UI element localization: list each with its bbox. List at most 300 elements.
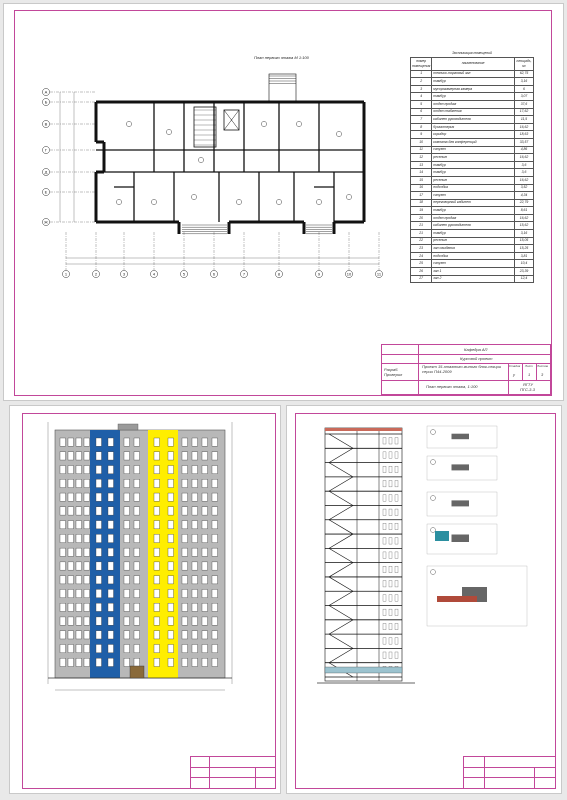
window [192, 589, 198, 597]
window [202, 534, 208, 542]
window [182, 658, 188, 666]
window [96, 507, 102, 515]
row-name: ресепшн [432, 237, 515, 245]
row-area: 6 [515, 85, 534, 93]
explication-row [411, 131, 534, 139]
stair-flight [329, 520, 353, 534]
row-area: 3,16 [515, 230, 534, 238]
window [202, 452, 208, 460]
window [124, 658, 130, 666]
row-name: технико-торговый зал [432, 70, 515, 78]
section-window [389, 452, 392, 458]
detail-node [452, 500, 470, 506]
window [108, 521, 114, 529]
row-area: 10,4 [515, 260, 534, 268]
row-name: ресепшн [432, 176, 515, 184]
section-window [395, 509, 398, 515]
stair-flight [329, 648, 353, 662]
window [134, 507, 140, 515]
explication-header-area: площадь, м² [515, 57, 534, 70]
room-marker [191, 194, 196, 199]
window [60, 562, 66, 570]
window [212, 589, 218, 597]
section-window [383, 609, 386, 615]
stair-flight [329, 591, 353, 605]
explication-row [411, 192, 534, 200]
window [84, 493, 90, 501]
section-outline [325, 428, 402, 681]
window [134, 617, 140, 625]
window [202, 479, 208, 487]
window [60, 452, 66, 460]
window [108, 576, 114, 584]
row-name: переговорный кабинет [432, 199, 515, 207]
axis-number: 8 [277, 271, 281, 277]
porch [269, 74, 296, 102]
window [124, 644, 130, 652]
window [202, 631, 208, 639]
section-window [395, 623, 398, 629]
window [84, 631, 90, 639]
section-window [389, 609, 392, 615]
window [134, 562, 140, 570]
section-window [383, 595, 386, 601]
window [202, 603, 208, 611]
facade-drawing [10, 406, 280, 793]
window [96, 562, 102, 570]
window [60, 603, 66, 611]
window [108, 438, 114, 446]
window [202, 493, 208, 501]
section-window [389, 480, 392, 486]
window [168, 548, 174, 556]
window [84, 603, 90, 611]
row-name: тамбур [432, 161, 515, 169]
explication-row [411, 222, 534, 230]
row-area: 4,86 [515, 146, 534, 154]
roof-structure [118, 424, 138, 430]
title-block-work: Курсовой проект [460, 356, 493, 361]
explication-row [411, 93, 534, 101]
row-area: 22,79 [515, 199, 534, 207]
window [60, 521, 66, 529]
window [84, 562, 90, 570]
window [96, 452, 102, 460]
window [68, 576, 74, 584]
window [168, 589, 174, 597]
explication-title: Экспликация помещений [452, 50, 492, 55]
row-area: 11,5 [515, 116, 534, 124]
explication-row [411, 260, 534, 268]
row-number: 22 [411, 237, 432, 245]
window [192, 479, 198, 487]
stair-core [194, 107, 216, 147]
section-window [395, 452, 398, 458]
title-block [381, 344, 551, 395]
window [182, 452, 188, 460]
window [124, 438, 130, 446]
window [68, 562, 74, 570]
explication-row [411, 268, 534, 276]
row-name: тамбур [432, 93, 515, 101]
roof-band [325, 428, 402, 431]
room-marker [346, 194, 351, 199]
room-marker [198, 157, 203, 162]
row-name: тамбур [432, 230, 515, 238]
detail-node [452, 535, 470, 543]
window [108, 534, 114, 542]
row-area: 37,6 [515, 100, 534, 108]
window [124, 631, 130, 639]
window [60, 534, 66, 542]
stair-flight [329, 477, 353, 491]
title-block-stage-header: Стадия [509, 364, 521, 368]
window [124, 452, 130, 460]
window [202, 466, 208, 474]
section-window [383, 638, 386, 644]
row-area: 15,05 [515, 237, 534, 245]
window [96, 631, 102, 639]
window [202, 507, 208, 515]
section-window [395, 638, 398, 644]
window [124, 562, 130, 570]
row-name: отдел продаж [432, 100, 515, 108]
window [124, 576, 130, 584]
row-number: 6 [411, 108, 432, 116]
explication-table [410, 50, 534, 283]
window [76, 521, 82, 529]
section-window [395, 466, 398, 472]
row-number: 20 [411, 214, 432, 222]
window [182, 479, 188, 487]
row-name: тамбур [432, 78, 515, 86]
section-window [395, 566, 398, 572]
window [60, 658, 66, 666]
row-area: 33,57 [515, 138, 534, 146]
window [202, 589, 208, 597]
stair-flight [329, 534, 353, 548]
window [168, 562, 174, 570]
row-name: подсобка [432, 252, 515, 260]
detail-node [452, 434, 470, 440]
row-number: 10 [411, 138, 432, 146]
window [192, 548, 198, 556]
section-window [395, 595, 398, 601]
section-drawing [287, 406, 561, 793]
room-marker [236, 199, 241, 204]
window [96, 534, 102, 542]
detail-node [452, 464, 470, 470]
row-number: 18 [411, 199, 432, 207]
room-marker [296, 121, 301, 126]
title-block-role-checker: Проверил [384, 372, 403, 377]
window [68, 521, 74, 529]
window [108, 452, 114, 460]
window [76, 493, 82, 501]
row-name: ресепшн [432, 154, 515, 162]
window [212, 576, 218, 584]
stair-flight [329, 463, 353, 477]
window [192, 466, 198, 474]
window [96, 603, 102, 611]
row-number: 24 [411, 252, 432, 260]
window [202, 644, 208, 652]
section-window [383, 566, 386, 572]
window [60, 631, 66, 639]
window [108, 589, 114, 597]
section-window [389, 623, 392, 629]
window [96, 644, 102, 652]
window [96, 466, 102, 474]
window [192, 562, 198, 570]
section-window [383, 623, 386, 629]
window [68, 658, 74, 666]
row-number: 7 [411, 116, 432, 124]
room-marker [316, 199, 321, 204]
window [182, 534, 188, 542]
window [212, 493, 218, 501]
window [212, 644, 218, 652]
section-window [395, 538, 398, 544]
title-block-org: ЯГТУ [523, 382, 533, 387]
stair-flight [329, 606, 353, 620]
explication-row [411, 230, 534, 238]
window [124, 548, 130, 556]
room-marker [116, 199, 121, 204]
window [192, 603, 198, 611]
row-name: отдел продаж [432, 214, 515, 222]
window [68, 507, 74, 515]
row-area: 62,75 [515, 70, 534, 78]
section-window [389, 538, 392, 544]
axis-letter: Г [44, 147, 48, 153]
window [192, 507, 198, 515]
row-name: тамбур [432, 169, 515, 177]
room-marker [276, 199, 281, 204]
title-block-project: Проект 15-этажного жилого блок-секции серии П44-2009 [422, 364, 502, 374]
row-name: коридор [432, 131, 515, 139]
section-window [389, 652, 392, 658]
stair-flight [329, 505, 353, 519]
stair-flight [329, 548, 353, 562]
axis-letter: В [44, 121, 48, 127]
section-window [389, 509, 392, 515]
row-number: 3 [411, 85, 432, 93]
window [168, 452, 174, 460]
window [192, 452, 198, 460]
room-marker [126, 121, 131, 126]
title-block [190, 756, 276, 789]
row-name: кабинет руководителя [432, 116, 515, 124]
row-area: 17,62 [515, 108, 534, 116]
window [192, 438, 198, 446]
window [168, 644, 174, 652]
window [108, 644, 114, 652]
floor-plan-drawing [34, 62, 412, 288]
row-number: 23 [411, 245, 432, 253]
window [76, 562, 82, 570]
window [192, 493, 198, 501]
explication-row [411, 78, 534, 86]
title-block-sheet: 1 [528, 372, 531, 377]
section-window [383, 452, 386, 458]
explication-row [411, 123, 534, 131]
row-name: санузел [432, 146, 515, 154]
row-number: 13 [411, 161, 432, 169]
window [154, 466, 160, 474]
window [124, 589, 130, 597]
window [108, 466, 114, 474]
explication-row [411, 199, 534, 207]
window [182, 576, 188, 584]
axis-number: 2 [94, 271, 98, 277]
window [168, 534, 174, 542]
row-number: 25 [411, 260, 432, 268]
row-area: 15,62 [515, 222, 534, 230]
window [134, 466, 140, 474]
row-name: санузел [432, 260, 515, 268]
axis-number: 1 [64, 271, 68, 277]
stair-flight [329, 620, 353, 634]
window [108, 631, 114, 639]
window [192, 534, 198, 542]
window [76, 589, 82, 597]
window [212, 466, 218, 474]
window [68, 466, 74, 474]
explication-row [411, 184, 534, 192]
section-window [383, 552, 386, 558]
window [202, 521, 208, 529]
window [76, 644, 82, 652]
window [134, 644, 140, 652]
explication-row [411, 108, 534, 116]
window [192, 617, 198, 625]
window [154, 617, 160, 625]
window [168, 631, 174, 639]
section-window [389, 595, 392, 601]
window [134, 576, 140, 584]
window [60, 644, 66, 652]
title-block-department: Кафедра АП [464, 347, 488, 352]
window [182, 507, 188, 515]
row-number: 27 [411, 275, 432, 283]
window [154, 603, 160, 611]
axis-number: 9 [317, 271, 321, 277]
window [202, 576, 208, 584]
window [124, 466, 130, 474]
window [182, 644, 188, 652]
window [154, 452, 160, 460]
section-window [395, 552, 398, 558]
window [134, 534, 140, 542]
axis-number: 3 [122, 271, 126, 277]
row-number: 1 [411, 70, 432, 78]
section-window [389, 523, 392, 529]
row-name: кабинет руководителя [432, 222, 515, 230]
stair-flight [329, 448, 353, 462]
window [212, 631, 218, 639]
row-name: подсобка [432, 184, 515, 192]
row-number: 15 [411, 176, 432, 184]
window [134, 493, 140, 501]
window [134, 452, 140, 460]
axis-number: 5 [182, 271, 186, 277]
window [154, 521, 160, 529]
title-block-stage: у [513, 372, 515, 377]
window [124, 493, 130, 501]
window [60, 617, 66, 625]
section-window [395, 581, 398, 587]
window [84, 644, 90, 652]
explication-row [411, 161, 534, 169]
title-block-role-developer: Разраб. [384, 367, 399, 372]
window [108, 493, 114, 501]
window [60, 507, 66, 515]
row-name: мусорокамерная камера [432, 85, 515, 93]
window [76, 466, 82, 474]
window [182, 562, 188, 570]
window [168, 466, 174, 474]
section-window [383, 523, 386, 529]
row-name: зал 1 [432, 268, 515, 276]
axis-letter: Ж [44, 219, 48, 225]
explication-row [411, 237, 534, 245]
row-number: 21 [411, 222, 432, 230]
axis-letter: Б [44, 99, 48, 105]
window [212, 452, 218, 460]
window [84, 466, 90, 474]
explication-row [411, 116, 534, 124]
window [134, 631, 140, 639]
window [84, 521, 90, 529]
window [134, 658, 140, 666]
window [168, 576, 174, 584]
window [76, 507, 82, 515]
window [68, 479, 74, 487]
section-window [383, 581, 386, 587]
row-name: зал ожидания [432, 245, 515, 253]
sheet-floor-plan [4, 4, 563, 400]
detail-insulation [435, 531, 449, 541]
title-block-sheets-header: Листов [537, 364, 548, 368]
window [96, 658, 102, 666]
window [124, 521, 130, 529]
window [76, 438, 82, 446]
explication-row [411, 70, 534, 78]
room-marker [336, 131, 341, 136]
window [212, 507, 218, 515]
window [68, 603, 74, 611]
explication-row [411, 176, 534, 184]
axis-number: 4 [152, 271, 156, 277]
window [202, 548, 208, 556]
section-window [389, 581, 392, 587]
basement-band [325, 667, 402, 673]
window [168, 617, 174, 625]
window [76, 603, 82, 611]
window [212, 479, 218, 487]
explication-row [411, 138, 534, 146]
window [68, 631, 74, 639]
axis-letter: А [44, 89, 48, 95]
window [154, 479, 160, 487]
row-name: тамбур [432, 207, 515, 215]
window [96, 548, 102, 556]
window [134, 548, 140, 556]
row-name: бухгалтерия [432, 123, 515, 131]
window [68, 534, 74, 542]
row-number: 19 [411, 207, 432, 215]
